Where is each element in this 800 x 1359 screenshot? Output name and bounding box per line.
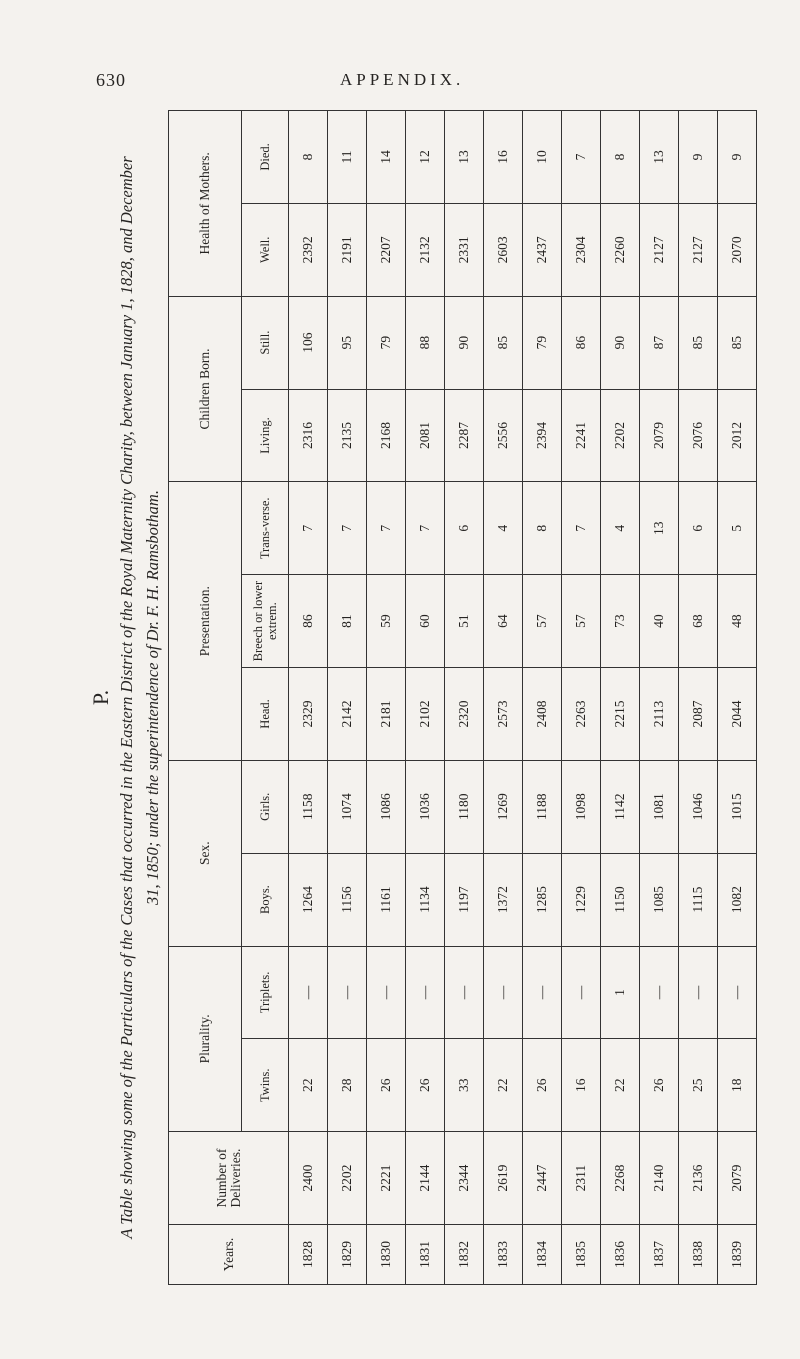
cell-deliveries: 2079	[718, 1132, 757, 1225]
cell-died: 12	[406, 111, 445, 204]
table-row	[523, 111, 562, 1285]
cell-girls: 1269	[484, 760, 523, 853]
cell-well: 2437	[523, 203, 562, 296]
table-row	[406, 111, 445, 1285]
cell-triplets: —	[328, 946, 367, 1039]
cell-breech: 51	[445, 575, 484, 668]
cell-head: 2329	[289, 668, 328, 761]
cell-girls: 1074	[328, 760, 367, 853]
cell-breech: 86	[289, 575, 328, 668]
cell-year: 1830	[367, 1225, 406, 1285]
cell-deliveries: 2140	[640, 1132, 679, 1225]
cell-twins: 18	[718, 1039, 757, 1132]
cell-boys: 1197	[445, 853, 484, 946]
cell-boys: 1134	[406, 853, 445, 946]
cell-twins: 26	[406, 1039, 445, 1132]
header-sex: Sex.	[169, 760, 242, 946]
cell-transverse: 7	[328, 482, 367, 575]
cell-year: 1835	[562, 1225, 601, 1285]
cell-breech: 59	[367, 575, 406, 668]
cell-deliveries: 2136	[679, 1132, 718, 1225]
cell-still: 86	[562, 296, 601, 389]
cell-head: 2142	[328, 668, 367, 761]
cell-breech: 48	[718, 575, 757, 668]
cell-well: 2132	[406, 203, 445, 296]
cell-still: 95	[328, 296, 367, 389]
cell-deliveries: 2268	[601, 1132, 640, 1225]
cell-triplets: —	[289, 946, 328, 1039]
cell-year: 1837	[640, 1225, 679, 1285]
cell-twins: 22	[484, 1039, 523, 1132]
cell-well: 2603	[484, 203, 523, 296]
cell-transverse: 6	[445, 482, 484, 575]
cell-triplets: 1	[601, 946, 640, 1039]
cell-breech: 40	[640, 575, 679, 668]
cell-head: 2102	[406, 668, 445, 761]
cell-living: 2012	[718, 389, 757, 482]
cell-well: 2392	[289, 203, 328, 296]
cell-triplets: —	[562, 946, 601, 1039]
cell-living: 2316	[289, 389, 328, 482]
cell-breech: 57	[523, 575, 562, 668]
cell-breech: 57	[562, 575, 601, 668]
cell-died: 11	[328, 111, 367, 204]
cell-twins: 26	[640, 1039, 679, 1132]
statistics-table	[168, 110, 757, 1285]
cell-year: 1839	[718, 1225, 757, 1285]
header-girls: Girls.	[242, 760, 289, 853]
cell-twins: 22	[601, 1039, 640, 1132]
cell-girls: 1081	[640, 760, 679, 853]
cell-died: 13	[640, 111, 679, 204]
header-plurality: Plurality.	[169, 946, 242, 1132]
header-head: Head.	[242, 668, 289, 761]
cell-girls: 1015	[718, 760, 757, 853]
cell-well: 2070	[718, 203, 757, 296]
cell-year: 1832	[445, 1225, 484, 1285]
cell-still: 88	[406, 296, 445, 389]
cell-died: 8	[601, 111, 640, 204]
cell-girls: 1036	[406, 760, 445, 853]
running-head: APPENDIX.	[340, 70, 465, 89]
cell-boys: 1264	[289, 853, 328, 946]
cell-girls: 1046	[679, 760, 718, 853]
header-years: Years.	[169, 1225, 289, 1285]
cell-died: 13	[445, 111, 484, 204]
cell-deliveries: 2344	[445, 1132, 484, 1225]
header-living: Living.	[242, 389, 289, 482]
cell-transverse: 4	[601, 482, 640, 575]
header-well: Well.	[242, 203, 289, 296]
cell-boys: 1085	[640, 853, 679, 946]
cell-living: 2081	[406, 389, 445, 482]
cell-still: 87	[640, 296, 679, 389]
cell-living: 2076	[679, 389, 718, 482]
cell-head: 2044	[718, 668, 757, 761]
cell-twins: 26	[367, 1039, 406, 1132]
cell-year: 1836	[601, 1225, 640, 1285]
header-transverse: Trans-verse.	[242, 482, 289, 575]
cell-well: 2127	[679, 203, 718, 296]
cell-deliveries: 2202	[328, 1132, 367, 1225]
header-children-born: Children Born.	[169, 296, 242, 482]
cell-boys: 1115	[679, 853, 718, 946]
cell-head: 2215	[601, 668, 640, 761]
cell-transverse: 7	[406, 482, 445, 575]
cell-girls: 1098	[562, 760, 601, 853]
cell-transverse: 7	[367, 482, 406, 575]
table-row	[328, 111, 367, 1285]
cell-boys: 1150	[601, 853, 640, 946]
cell-breech: 81	[328, 575, 367, 668]
cell-living: 2287	[445, 389, 484, 482]
cell-girls: 1158	[289, 760, 328, 853]
cell-head: 2573	[484, 668, 523, 761]
cell-died: 10	[523, 111, 562, 204]
cell-triplets: —	[367, 946, 406, 1039]
cell-still: 90	[601, 296, 640, 389]
cell-still: 85	[718, 296, 757, 389]
cell-twins: 16	[562, 1039, 601, 1132]
cell-still: 85	[484, 296, 523, 389]
cell-transverse: 5	[718, 482, 757, 575]
cell-living: 2241	[562, 389, 601, 482]
cell-living: 2168	[367, 389, 406, 482]
cell-deliveries: 2400	[289, 1132, 328, 1225]
cell-triplets: —	[718, 946, 757, 1039]
cell-transverse: 4	[484, 482, 523, 575]
cell-living: 2202	[601, 389, 640, 482]
cell-still: 90	[445, 296, 484, 389]
cell-year: 1829	[328, 1225, 367, 1285]
table-caption	[114, 110, 166, 1285]
cell-died: 7	[562, 111, 601, 204]
table-row	[562, 111, 601, 1285]
cell-year: 1833	[484, 1225, 523, 1285]
cell-girls: 1180	[445, 760, 484, 853]
cell-boys: 1229	[562, 853, 601, 946]
table-row	[679, 111, 718, 1285]
cell-died: 9	[718, 111, 757, 204]
cell-well: 2304	[562, 203, 601, 296]
cell-triplets: —	[406, 946, 445, 1039]
cell-deliveries: 2311	[562, 1132, 601, 1225]
cell-died: 9	[679, 111, 718, 204]
cell-twins: 22	[289, 1039, 328, 1132]
cell-boys: 1372	[484, 853, 523, 946]
rotated-table-block	[88, 110, 758, 1285]
page-number: 630	[96, 70, 126, 90]
cell-deliveries: 2619	[484, 1132, 523, 1225]
header-breech: Breech or lower extrem.	[242, 575, 289, 668]
cell-girls: 1142	[601, 760, 640, 853]
table-row	[640, 111, 679, 1285]
cell-boys: 1161	[367, 853, 406, 946]
cell-died: 14	[367, 111, 406, 204]
cell-well: 2260	[601, 203, 640, 296]
cell-deliveries: 2144	[406, 1132, 445, 1225]
cell-triplets: —	[679, 946, 718, 1039]
header-still: Still.	[242, 296, 289, 389]
cell-well: 2191	[328, 203, 367, 296]
header-died: Died.	[242, 111, 289, 204]
cell-head: 2320	[445, 668, 484, 761]
table-body	[289, 111, 757, 1285]
cell-boys: 1285	[523, 853, 562, 946]
cell-breech: 68	[679, 575, 718, 668]
table-row	[367, 111, 406, 1285]
cell-still: 85	[679, 296, 718, 389]
header-deliveries: Number of Deliveries.	[169, 1132, 289, 1225]
cell-year: 1831	[406, 1225, 445, 1285]
cell-triplets: —	[523, 946, 562, 1039]
cell-deliveries: 2221	[367, 1132, 406, 1225]
cell-deliveries: 2447	[523, 1132, 562, 1225]
cell-boys: 1082	[718, 853, 757, 946]
cell-triplets: —	[640, 946, 679, 1039]
caption-line-1: A Table showing some of the Particulars of the Cases that occurred in the Eastern District of the Royal Maternity Charity, between January 1, 1828, and December	[117, 156, 136, 1239]
cell-well: 2331	[445, 203, 484, 296]
cell-transverse: 13	[640, 482, 679, 575]
cell-twins: 26	[523, 1039, 562, 1132]
table-row	[289, 111, 328, 1285]
cell-twins: 33	[445, 1039, 484, 1132]
cell-girls: 1188	[523, 760, 562, 853]
header-health: Health of Mothers.	[169, 111, 242, 297]
cell-triplets: —	[445, 946, 484, 1039]
cell-died: 16	[484, 111, 523, 204]
table-row	[484, 111, 523, 1285]
cell-twins: 25	[679, 1039, 718, 1132]
cell-died: 8	[289, 111, 328, 204]
cell-still: 106	[289, 296, 328, 389]
table-row	[601, 111, 640, 1285]
cell-transverse: 7	[289, 482, 328, 575]
header-twins: Twins.	[242, 1039, 289, 1132]
cell-year: 1834	[523, 1225, 562, 1285]
cell-breech: 60	[406, 575, 445, 668]
cell-living: 2079	[640, 389, 679, 482]
table-row	[718, 111, 757, 1285]
cell-still: 79	[367, 296, 406, 389]
cell-head: 2087	[679, 668, 718, 761]
cell-living: 2394	[523, 389, 562, 482]
table-row	[445, 111, 484, 1285]
cell-head: 2408	[523, 668, 562, 761]
cell-boys: 1156	[328, 853, 367, 946]
cell-twins: 28	[328, 1039, 367, 1132]
cell-year: 1838	[679, 1225, 718, 1285]
cell-transverse: 8	[523, 482, 562, 575]
header-presentation: Presentation.	[169, 482, 242, 760]
cell-breech: 73	[601, 575, 640, 668]
header-triplets: Triplets.	[242, 946, 289, 1039]
cell-transverse: 7	[562, 482, 601, 575]
cell-head: 2181	[367, 668, 406, 761]
cell-breech: 64	[484, 575, 523, 668]
cell-still: 79	[523, 296, 562, 389]
cell-well: 2127	[640, 203, 679, 296]
cell-living: 2556	[484, 389, 523, 482]
table-letter: P.	[88, 689, 113, 706]
cell-living: 2135	[328, 389, 367, 482]
cell-girls: 1086	[367, 760, 406, 853]
cell-triplets: —	[484, 946, 523, 1039]
cell-well: 2207	[367, 203, 406, 296]
cell-transverse: 6	[679, 482, 718, 575]
header-boys: Boys.	[242, 853, 289, 946]
cell-head: 2263	[562, 668, 601, 761]
cell-year: 1828	[289, 1225, 328, 1285]
cell-head: 2113	[640, 668, 679, 761]
caption-line-2: 31, 1850; under the superintendence of Dr. F. H. Ramsbotham.	[143, 490, 162, 905]
